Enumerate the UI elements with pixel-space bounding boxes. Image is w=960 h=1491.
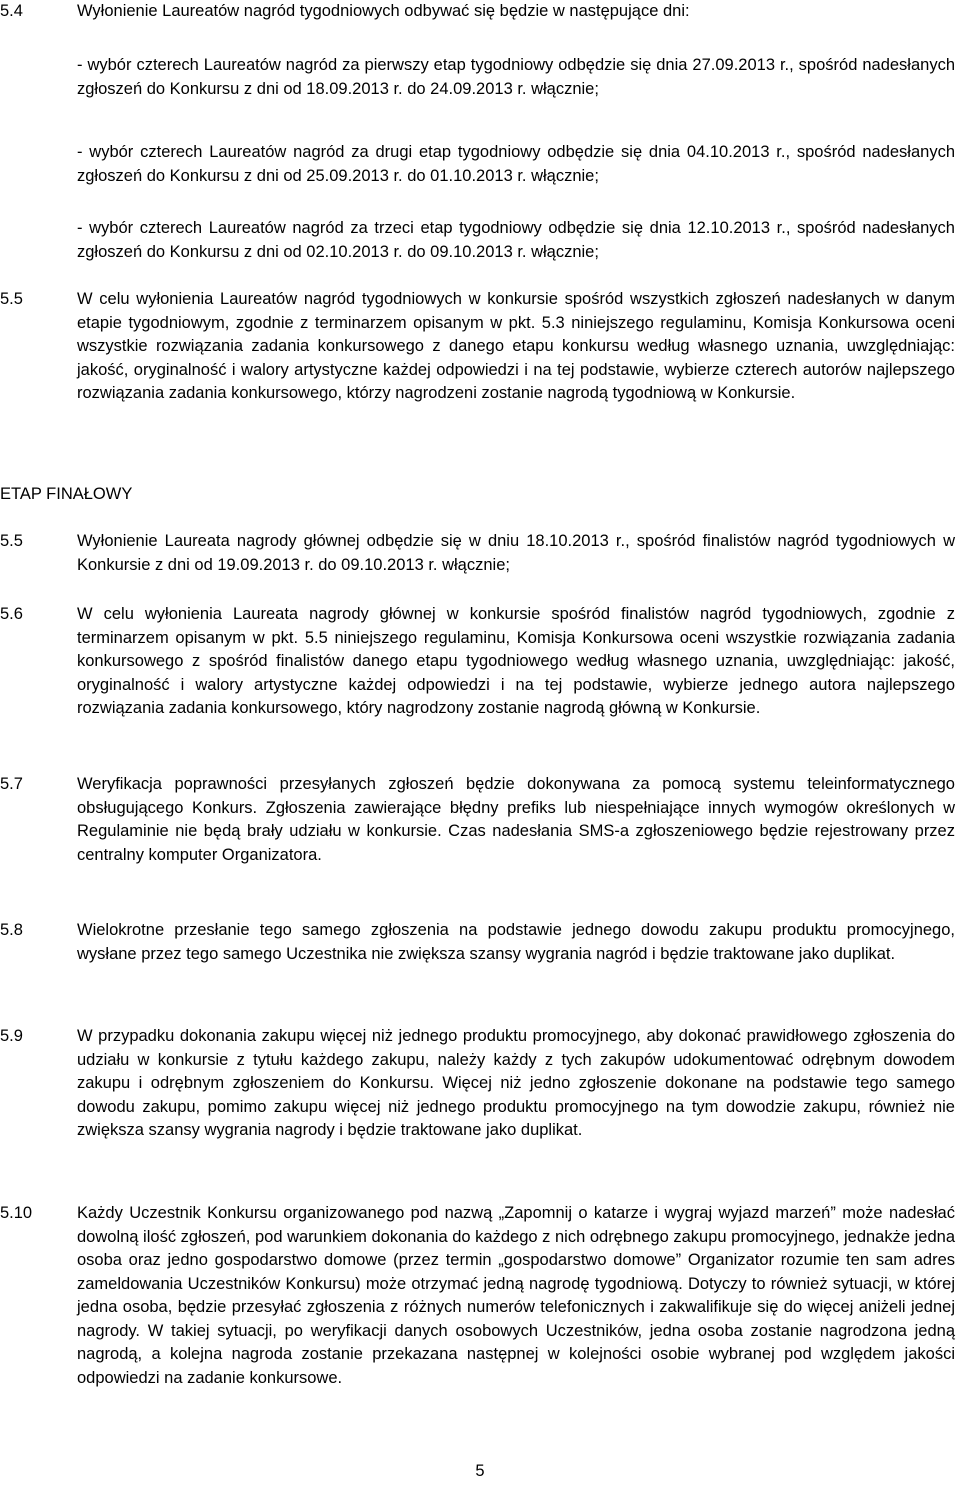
page-number: 5 — [475, 1462, 485, 1480]
section-text: W celu wyłonienia Laureata nagrody głównej w konkursie spośród finalistów nagród tygodniowych, zgodnie z terminarzem opisanym w pkt. 5.5 niniejszego regulaminu, Komisja Konkursowa oceni wszystkie rozwiązania zadania konkursowego z spośród finalistów danego etapu tygodniowego według własnego uznania, uwzględniając: jakość, oryginalność i walory artystyczne każdej odpowiedzi i na tej podstawie, wybierze jednego autora najlepszego rozwiązania zadania konkursowego, który nagrodzony zostanie nagrodą główną w Konkursie. — [77, 605, 955, 717]
section-text: Weryfikacja poprawności przesyłanych zgłoszeń będzie dokonywana za pomocą systemu teleinformatycznego obsługującego Konkurs. Zgłoszenia zawierające błędny prefiks lub niespełniające innych wymogów określonych w Regulaminie nie będą brały udziału w konkursie. Czas nadesłania SMS-a zgłoszeniowego będzie rejestrowany przez centralny komputer Organizatora. — [77, 775, 955, 864]
section-heading: ETAP FINAŁOWY — [0, 485, 133, 503]
section-number: 5.9 — [0, 1027, 23, 1045]
section-lead: Wyłonienie Laureatów nagród tygodniowych odbywać się będzie w następujące dni: — [77, 2, 690, 20]
section-text: W przypadku dokonania zakupu więcej niż jednego produktu promocyjnego, aby dokonać prawidłowego zgłoszenia do udziału w konkursie z tytułu każdego zakupu, należy każdy z tych zakupów udokumentować odrębnym dowodem zakupu i odrębnym zgłoszeniem do Konkursu. Więcej niż jedno zgłoszenie dokonane na podstawie tego samego dowodu zakupu, pomimo zakupu więcej niż jednego produktu promocyjnego na tym dowodzie zakupu, również nie zwiększa szansy wygrania nagrody i będzie traktowane jako duplikat. — [77, 1027, 955, 1139]
section-number: 5.10 — [0, 1204, 33, 1222]
section-number: 5.5 — [0, 532, 23, 550]
section-number: 5.5 — [0, 290, 23, 308]
section-text: Każdy Uczestnik Konkursu organizowanego pod nazwą „Zapomnij o katarze i wygraj wyjazd marzeń” może nadesłać dowolną ilość zgłoszeń, pod warunkiem dokonania do każdego z nich odrębnego zakupu promocyjnego, jednakże jedna osoba oraz jedno gospodarstwo domowe (przez termin „gospodarstwo domowe” Organizator rozumie ten sam adres zameldowania Uczestników Konkursu) może otrzymać jedną nagrodę tygodniową. Dotyczy to również sytuacji, w której jedna osoba, będzie przesyłać zgłoszenia z różnych numerów telefonicznych i zakwalifikuje się do więcej aniżeli jednej nagrody. W takiej sytuacji, po weryfikacji danych osobowych Uczestników, jedna osoba zostanie nagrodzona jedną nagrodą, a kolejna nagroda zostanie przekazana następnej w kolejności osobie wybranej pod względem jakości odpowiedzi na zadanie konkursowe. — [77, 1204, 955, 1387]
section-text: Wyłonienie Laureata nagrody głównej odbędzie się w dniu 18.10.2013 r., spośród finalistów nagród tygodniowych w Konkursie z dni od 19.09.2013 r. do 09.10.2013 r. włącznie; — [77, 532, 955, 574]
section-number: 5.6 — [0, 605, 23, 623]
list-item: - wybór czterech Laureatów nagród za drugi etap tygodniowy odbędzie się dnia 04.10.2013 r., spośród nadesłanych zgłoszeń do Konkursu z dni od 25.09.2013 r. do 01.10.2013 r. włącznie; — [77, 143, 955, 185]
section-number: 5.4 — [0, 2, 23, 20]
section-text: W celu wyłonienia Laureatów nagród tygodniowych w konkursie spośród wszystkich zgłoszeń nadesłanych w danym etapie tygodniowym, zgodnie z terminarzem opisanym w pkt. 5.3 niniejszego regulaminu, Komisja Konkursowa oceni wszystkie rozwiązania zadania konkursowego z danego etapu konkursu według własnego uznania, uwzględniając: jakość, oryginalność i walory artystyczne każdej odpowiedzi i na tej podstawie, wybierze czterech autorów najlepszego rozwiązania zadania konkursowego, którzy nagrodzeni zostanie nagrodą tygodniową w Konkursie. — [77, 290, 955, 402]
section-number: 5.7 — [0, 775, 23, 793]
section-number: 5.8 — [0, 921, 23, 939]
section-text: Wielokrotne przesłanie tego samego zgłoszenia na podstawie jednego dowodu zakupu produktu promocyjnego, wysłane przez tego samego Uczestnika nie zwiększa szansy wygrania nagród i będzie traktowane jako duplikat. — [77, 921, 955, 963]
list-item: - wybór czterech Laureatów nagród za trzeci etap tygodniowy odbędzie się dnia 12.10.2013 r., spośród nadesłanych zgłoszeń do Konkursu z dni od 02.10.2013 r. do 09.10.2013 r. włącznie; — [77, 219, 955, 261]
list-item: - wybór czterech Laureatów nagród za pierwszy etap tygodniowy odbędzie się dnia 27.09.2013 r., spośród nadesłanych zgłoszeń do Konkursu z dni od 18.09.2013 r. do 24.09.2013 r. włącznie; — [77, 56, 955, 98]
